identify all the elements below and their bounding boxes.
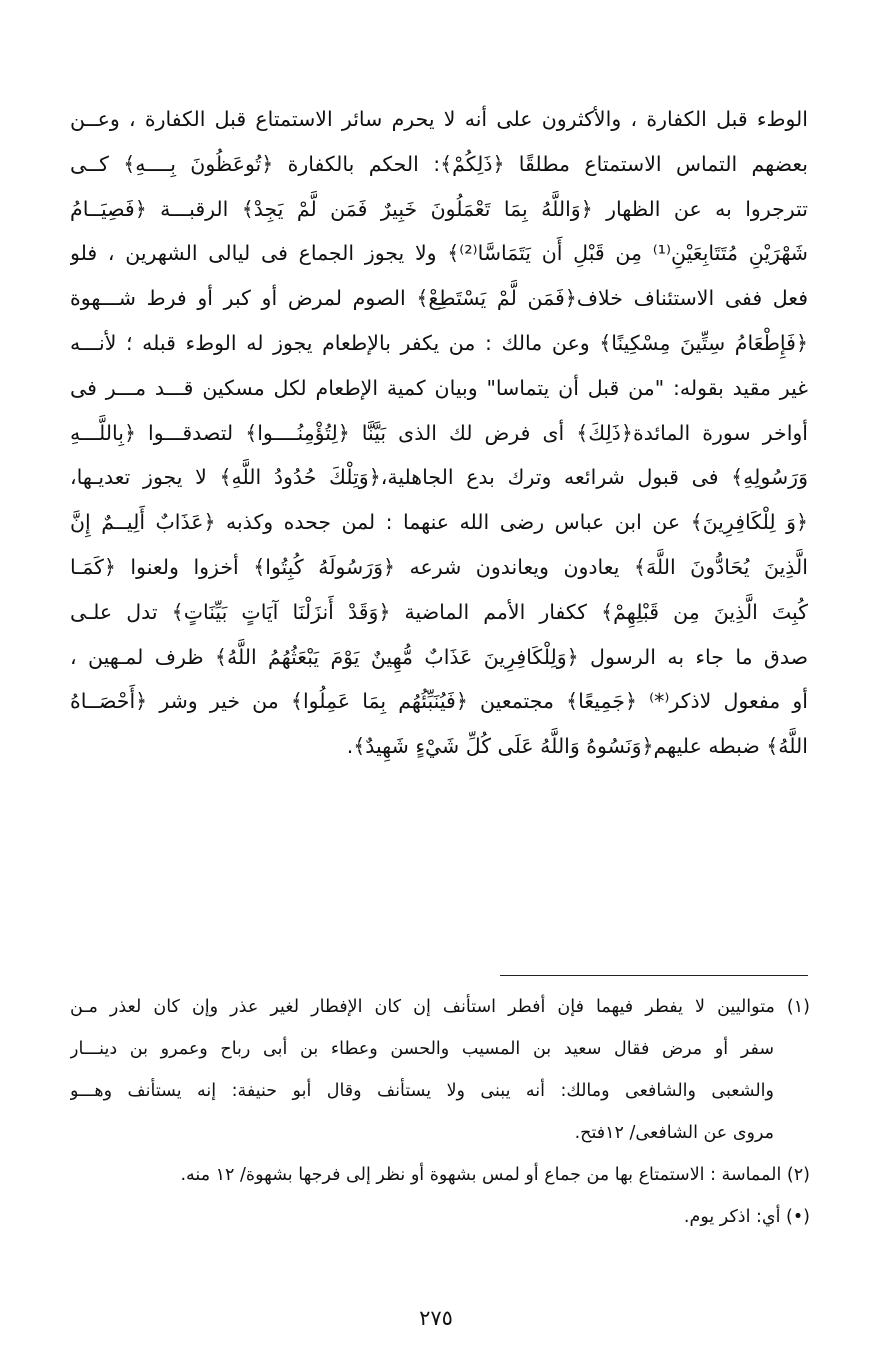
page-number: ٢٧٥: [419, 1306, 453, 1330]
text-line: كُبِتَ الَّذِينَ مِن قَبْلِهِمْ﴾ ككفار الأمم الماضية ﴿وَقَدْ أَنزَلْنَا آيَاتٍ بَيِّنَاتٍ﴾ تدل علـى: [70, 599, 808, 624]
text-line: ﴿فَإِطْعَامُ سِتِّينَ مِسْكِينًا﴾ وعن مالك : من يكفر بالإطعام يجوز له الوطء قبله ؛ لأنـــه: [70, 330, 808, 355]
text-line: الَّذِينَ يُحَادُّونَ اللَّهَ﴾ يعادون ويعاندون شرعه ﴿وَرَسُولَهُ كُبِتُوا﴾ أخزوا ولعنوا ﴿كَمَـا: [70, 554, 808, 579]
text-line: ﴿وَ لِلْكَافِرِينَ﴾ عن ابن عباس رضى الله عنهما : لمن جحده وكذبه ﴿عَذَابٌ أَلِيــمٌ إِنَّ: [70, 510, 808, 535]
text-line-last: اللَّهُ﴾ ضبطه عليهم﴿وَنَسُوهُ وَاللَّهُ عَلَى كُلِّ شَيْءٍ شَهِيدٌ﴾.: [346, 734, 808, 759]
footnote-1-line: (١) متواليين لا يفطر فيهما فإن أفطر استأنف إن كان الإفطار لغير عذر وإن كان لعذر مـن: [70, 997, 810, 1017]
text-line: تترجروا به عن الظهار ﴿وَاللَّهُ بِمَا تَعْمَلُونَ خَبِيرٌ فَمَن لَّمْ يَجِدْ﴾ الرقبـــة ﴿فَصِيَــامُ: [70, 196, 808, 221]
tafsir-main-text: [70, 97, 808, 769]
footnote-1-line: سفر أو مرض فقال سعيد بن المسيب والحسن وعطاء بن أبى رباح وعمرو بن دينـــار: [70, 1039, 774, 1059]
text-line: بعضهم التماس الاستمتاع مطلقًا ﴿ذَلِكُمْ﴾: الحكم بالكفارة ﴿تُوعَظُونَ بِــــهِ﴾ كــى: [70, 151, 808, 176]
text-line: أواخر سورة المائدة﴿ذَلِكَ﴾ أى فرض لك الذى بَيَّنَّا ﴿لِتُؤْمِنُــــوا﴾ لتصدقـــوا ﴿بِاللَّـــهِ: [70, 420, 808, 445]
text-line: غير مقيد بقوله: "من قبل أن يتماسا" وبيان كمية الإطعام لكل مسكين قـــد مـــر فى: [70, 375, 808, 400]
footnote-1-line: والشعبى والشافعى ومالك: أنه يبنى ولا يستأنف وقال أبو حنيفة: إنه يستأنف وهـــو: [70, 1081, 774, 1101]
footnote-1-line: مروى عن الشافعى/ ١٢فتح.: [574, 1123, 774, 1143]
text-line: وَرَسُولِهِ﴾ فى قبول شرائعه وترك بدع الجاهلية،﴿وَتِلْكَ حُدُودُ اللَّهِ﴾ لا يجوز تعديـها،: [70, 465, 808, 490]
footnotes: [70, 986, 810, 1238]
text-line: أو مفعول لاذكر⁽*⁾ ﴿جَمِيعًا﴾ مجتمعين ﴿فَيُنَبِّئُهُم بِمَا عَمِلُوا﴾ من خير وشر ﴿أَحْصَــاهُ: [70, 689, 808, 714]
text-line: شَهْرَيْنِ مُتَتَابِعَيْنِ⁽¹⁾ مِن قَبْلِ أَن يَتَمَاسَّا⁽²⁾﴾ ولا يجوز الجماع فى ليالى الشهرين ، فلو: [70, 241, 808, 266]
text-line: صدق ما جاء به الرسول ﴿وَلِلْكَافِرِينَ عَذَابٌ مُّهِينٌ يَوْمَ يَبْعَثُهُمُ اللَّهُ﴾ ظرف لمـهين ،: [70, 644, 808, 669]
footnote-separator: [500, 975, 808, 976]
text-line: فعل ففى الاستئناف خلاف﴿فَمَن لَّمْ يَسْتَطِعْ﴾ الصوم لمرض أو كبر أو فرط شـــهوة: [70, 286, 808, 311]
text-line: الوطء قبل الكفارة ، والأكثرون على أنه لا يحرم سائر الاستمتاع قبل الكفارة ، وعــن: [70, 107, 808, 131]
footnote-star: (•) أي: اذكر يوم.: [683, 1207, 810, 1227]
footnote-2: (٢) المماسة : الاستمتاع بها من جماع أو لمس بشهوة أو نظر إلى فرجها بشهوة/ ١٢ منه.: [180, 1165, 810, 1185]
